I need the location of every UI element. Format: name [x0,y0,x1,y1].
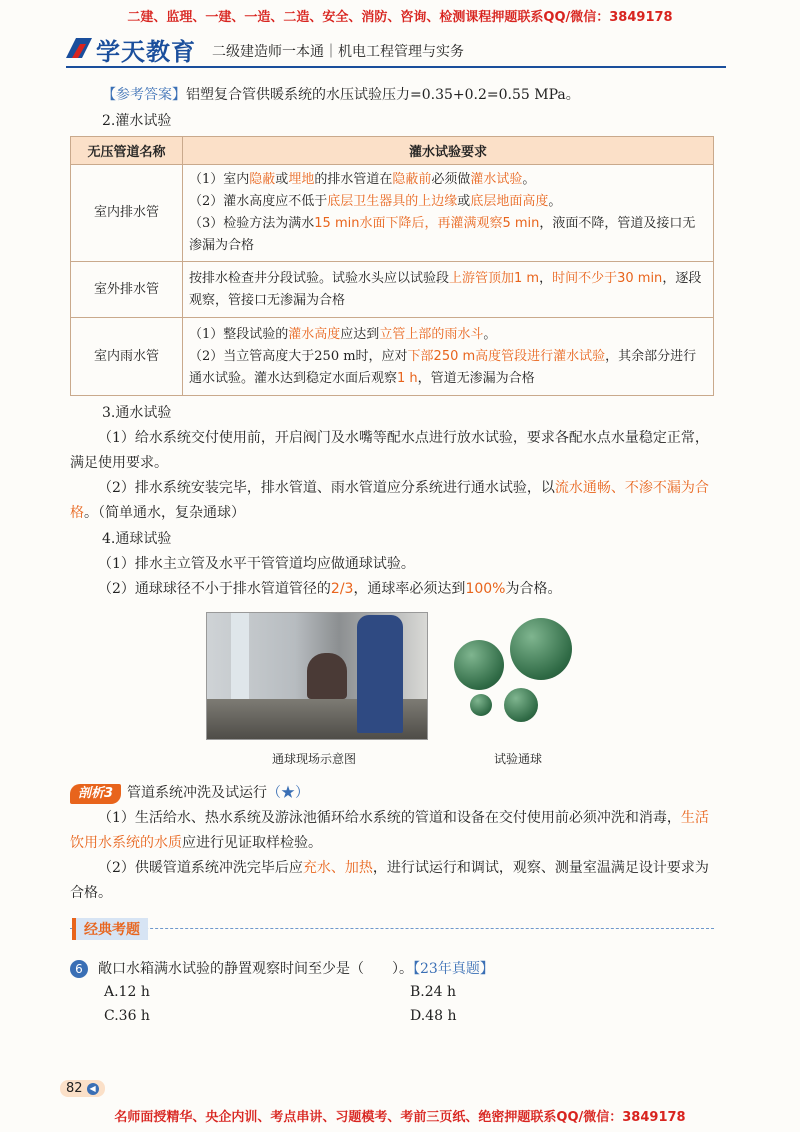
figure-caption: 试验通球 [494,752,543,766]
page-number-text: 82 [66,1081,83,1096]
logo-icon [66,36,92,60]
reference-answer [102,82,714,108]
bottom-banner: 名师面授精华、央企内训、考点串讲、习题模考、考前三页纸、绝密押题联系QQ/微信：3849178 [114,1110,686,1125]
option-c: C.36 h [104,1008,150,1024]
table-row [71,318,714,396]
dashed-divider [70,928,714,929]
paragraph: （2）通球球径不小于排水管道管径的2/3，通球率必须达到100%为合格。 [98,581,562,597]
requirement-line: （2）灌水高度应不低于底层卫生器具的上边缘或底层地面高度。 [189,194,562,209]
table-row [71,165,714,262]
requirement-line: （1）整段试验的灌水高度应达到立管上部的雨水斗。 [189,326,497,342]
question-number: 6 [70,960,88,978]
table-header-row [71,137,714,165]
question [70,956,714,982]
ball-test-site-photo [206,612,428,740]
table-cell-requirement: 按排水检查井分段试验。试验水头应以试验段上游管顶加1 m，时间不少于30 min，逐段观察，管接口无渗漏为合格 [183,262,714,318]
header-divider [66,66,726,68]
analysis-heading [70,780,714,806]
classic-questions-header [70,918,714,946]
requirement-line: （1）室内隐蔽或埋地的排水管道在隐蔽前必须做灌水试验。 [189,172,536,187]
option-a: A.12 h [104,984,150,1000]
table-cell-name: 室内雨水管 [71,318,183,396]
table-header-cell: 无压管道名称 [71,137,183,165]
table-header-cell: 灌水试验要求 [183,137,714,165]
table-cell-requirement [183,318,714,396]
arrow-left-icon: ◀ [87,1083,99,1095]
section-heading-ball-test: 4.通球试验 [102,531,172,547]
paragraph: （1）排水主立管及水平干管管道均应做通球试验。 [98,556,415,572]
star-icon: （★） [267,785,310,801]
question-source: 【23年真题】 [413,961,494,977]
test-balls-image [454,612,614,742]
table-cell-requirement [183,165,714,262]
question-options [70,982,714,1034]
book-title: 二级建造师一本通｜机电工程管理与实务 [212,44,464,60]
top-banner: 二建、监理、一建、一造、二造、安全、消防、咨询、检测课程押题联系QQ/微信：3849178 [127,10,673,25]
filling-test-table [70,136,714,396]
option-d: D.48 h [410,1008,457,1024]
answer-text: 铝塑复合管供暖系统的水压试验压力=0.35+0.2=0.55 MPa。 [186,87,580,103]
paragraph: （1）生活给水、热水系统及游泳池循环给水系统的管道和设备在交付使用前必须冲洗和消毒，生活饮用水系统的水质应进行见证取样检验。 [70,810,709,851]
paragraph: （2）供暖管道系统冲洗完毕后应充水、加热，进行试运行和调试，观察、测量室温满足设计要求为合格。 [70,860,709,901]
requirement-line: （3）检验方法为满水15 min水面下降后，再灌满观察5 min，液面不降，管道及接口无渗漏为合格 [189,216,696,253]
analysis-title: 管道系统冲洗及试运行 [127,785,268,801]
table-cell-name: 室外排水管 [71,262,183,318]
answer-tag: 【参考答案】 [102,87,186,103]
option-b: B.24 h [410,984,457,1000]
paragraph: （1）给水系统交付使用前，开启阀门及水嘴等配水点进行放水试验，要求各配水点水量稳定正常，满足使用要求。 [70,430,709,471]
figure-area [70,612,714,776]
table-cell-name: 室内排水管 [71,165,183,262]
page-number [60,1080,105,1097]
page-header [66,32,726,68]
requirement-line: （2）当立管高度大于250 m时，应对下部250 m高度管段进行灌水试验，其余部分进行通水试验。灌水达到稳定水面后观察1 h，管道无渗漏为合格 [189,348,697,386]
main-content [70,82,714,1034]
analysis-tag: 剖析3 [70,784,121,804]
figure-caption: 通球现场示意图 [272,752,357,766]
classic-questions-tag: 经典考题 [72,918,148,940]
question-text: 敞口水箱满水试验的静置观察时间至少是（ ）。 [98,961,413,977]
paragraph: （2）排水系统安装完毕，排水管道、雨水管道应分系统进行通水试验，以流水通畅、不渗不漏为合格。（简单通水，复杂通球） [70,480,709,521]
section-heading-water-test: 3.通水试验 [102,405,172,421]
section-heading-filling-test: 2.灌水试验 [102,113,172,129]
table-row [71,262,714,318]
brand-logo-text: 学天教育 [96,38,196,66]
